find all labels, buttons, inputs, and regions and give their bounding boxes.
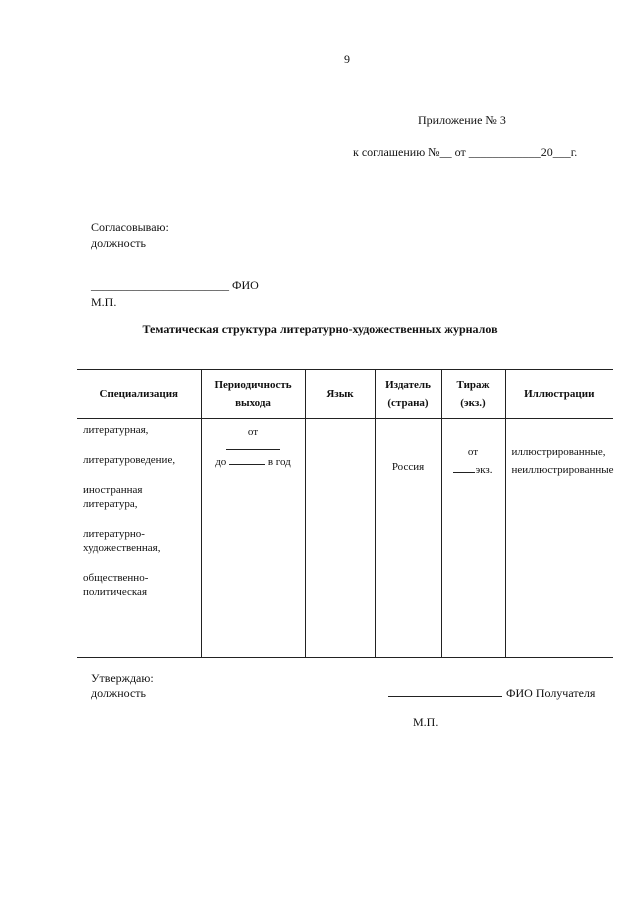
header-periodicity	[201, 370, 305, 419]
header-publisher-line1: Издатель	[385, 379, 431, 391]
cell-periodicity	[201, 419, 305, 658]
period-to-blank	[229, 454, 265, 465]
publisher-value: Россия	[391, 461, 425, 473]
header-circulation	[441, 370, 505, 419]
table-row	[77, 419, 613, 658]
recipient-signature-line	[388, 686, 502, 697]
journal-structure-table	[77, 369, 613, 658]
header-language: Язык	[305, 370, 375, 419]
period-unit: в год	[267, 456, 291, 468]
header-illustrations: Иллюстрации	[505, 370, 613, 419]
header-specialization: Специализация	[77, 370, 201, 419]
approve-stamp: М.П.	[413, 715, 439, 729]
agree-stamp: М.П.	[91, 295, 117, 309]
period-from-blank	[226, 439, 280, 450]
header-publisher	[375, 370, 441, 419]
illustration-option: иллюстрированные,	[511, 446, 606, 458]
circulation-unit: экз.	[475, 464, 493, 476]
period-from-label: от	[247, 426, 259, 438]
cell-circulation	[441, 419, 505, 658]
table-header-row	[77, 370, 613, 419]
page-number: 9	[344, 52, 350, 66]
appendix-label: Приложение № 3	[418, 113, 506, 127]
cell-publisher	[375, 419, 441, 658]
illustration-option: неиллюстрированные	[511, 464, 614, 476]
specialization-list	[77, 419, 201, 599]
header-periodicity-line1: Периодичность	[214, 379, 292, 391]
recipient-label: ФИО Получателя	[506, 686, 596, 700]
list-item: общественно-политическая	[83, 572, 149, 598]
cell-illustrations	[505, 419, 613, 658]
list-item: литературно-художественная,	[83, 528, 161, 554]
approve-position: должность	[91, 686, 146, 700]
header-circulation-line2: (экз.)	[460, 397, 486, 409]
header-circulation-line1: Тираж	[456, 379, 490, 391]
agree-signature-line: _______________________ ФИО	[91, 278, 259, 292]
agreement-reference: к соглашению №__ от ____________20___г.	[353, 145, 578, 159]
period-to-label: до	[215, 456, 227, 468]
list-item: литературоведение,	[83, 454, 176, 466]
approve-title: Утверждаю:	[91, 671, 154, 685]
header-periodicity-line2: выхода	[235, 397, 271, 409]
header-publisher-line2: (страна)	[387, 397, 429, 409]
cell-specialization	[77, 419, 201, 658]
agree-title: Согласовываю:	[91, 220, 169, 234]
agree-position: должность	[91, 236, 146, 250]
list-item: иностранная литература,	[83, 484, 143, 510]
circulation-from-label: от	[467, 446, 479, 458]
document-title: Тематическая структура литературно-художественных журналов	[142, 322, 498, 336]
circulation-blank	[453, 462, 475, 473]
cell-language	[305, 419, 375, 658]
recipient-signature	[388, 686, 595, 701]
list-item: литературная,	[83, 424, 149, 436]
